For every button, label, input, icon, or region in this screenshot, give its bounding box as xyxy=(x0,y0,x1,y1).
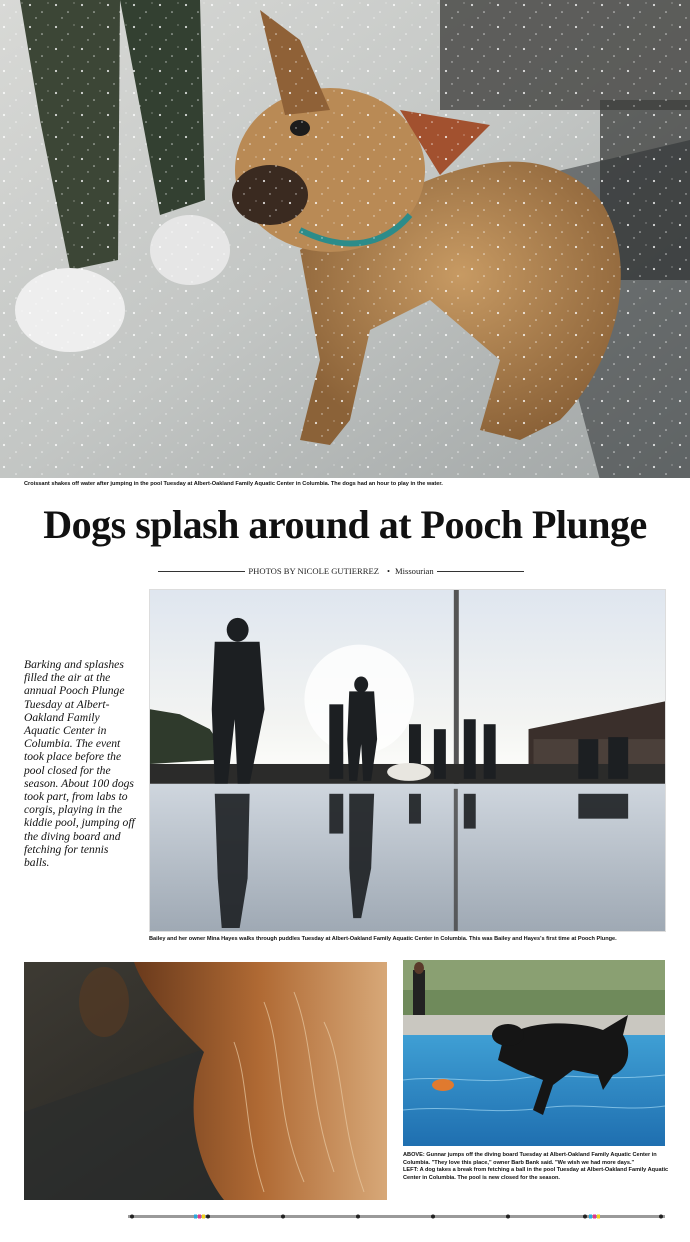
reflection-photo-illustration xyxy=(150,590,665,931)
diving-photo-captions xyxy=(403,1152,671,1182)
diving-dog-photo xyxy=(403,960,665,1146)
diving-photo-caption-above: ABOVE: Gunnar jumps off the diving board Tuesday at Albert-Oakland Family Aquatic Center in Columbia. "They love this place," owner Barb Bank said. "We wish we had more days." xyxy=(403,1152,657,1166)
byline-rule-left xyxy=(158,571,245,572)
byline-separator: • xyxy=(386,566,390,576)
story-text: Barking and splashes filled the air at the annual Pooch Plunge Tuesday at Albert-Oakland Family Aquatic Center in Columbia. The event took place before the pool closed for the season. About 100 dogs took part, from labs to corgis, playing in the kiddie pool, jumping off the diving board and fetching for tennis balls. xyxy=(24,658,135,870)
photo-credit: PHOTOS BY NICOLE GUTIERREZ xyxy=(248,566,379,576)
registration-bar-graphic xyxy=(128,1214,665,1219)
hero-photo-dog-shaking xyxy=(0,0,690,478)
diving-dog-illustration xyxy=(403,960,665,1146)
byline xyxy=(158,564,524,578)
hero-photo-illustration xyxy=(0,0,690,478)
reflection-photo-caption: Bailey and her owner Mina Hayes walks through puddles Tuesday at Albert-Oakland Family Aquatic Center in Columbia. This was Bailey and Hayes's first time at Pooch Plunge. xyxy=(149,936,617,942)
print-registration-bar xyxy=(128,1214,665,1219)
byline-organization: Missourian xyxy=(394,566,434,576)
byline-rule-right xyxy=(437,571,524,572)
hero-photo-caption: Croissant shakes off water after jumping in the pool Tuesday at Albert-Oakland Family Aquatic Center in Columbia. The dogs had an hour to play in the water. xyxy=(24,481,443,487)
fur-closeup-photo xyxy=(24,962,387,1200)
reflection-photo-puddle xyxy=(149,589,666,932)
page-headline: Dogs splash around at Pooch Plunge xyxy=(43,502,647,547)
fur-photo-caption-left: LEFT: A dog takes a break from fetching a ball in the pool Tuesday at Albert-Oakland Family Aquatic Center in Columbia. The pool is new closed for the season. xyxy=(403,1167,669,1181)
fur-closeup-illustration xyxy=(24,962,387,1200)
